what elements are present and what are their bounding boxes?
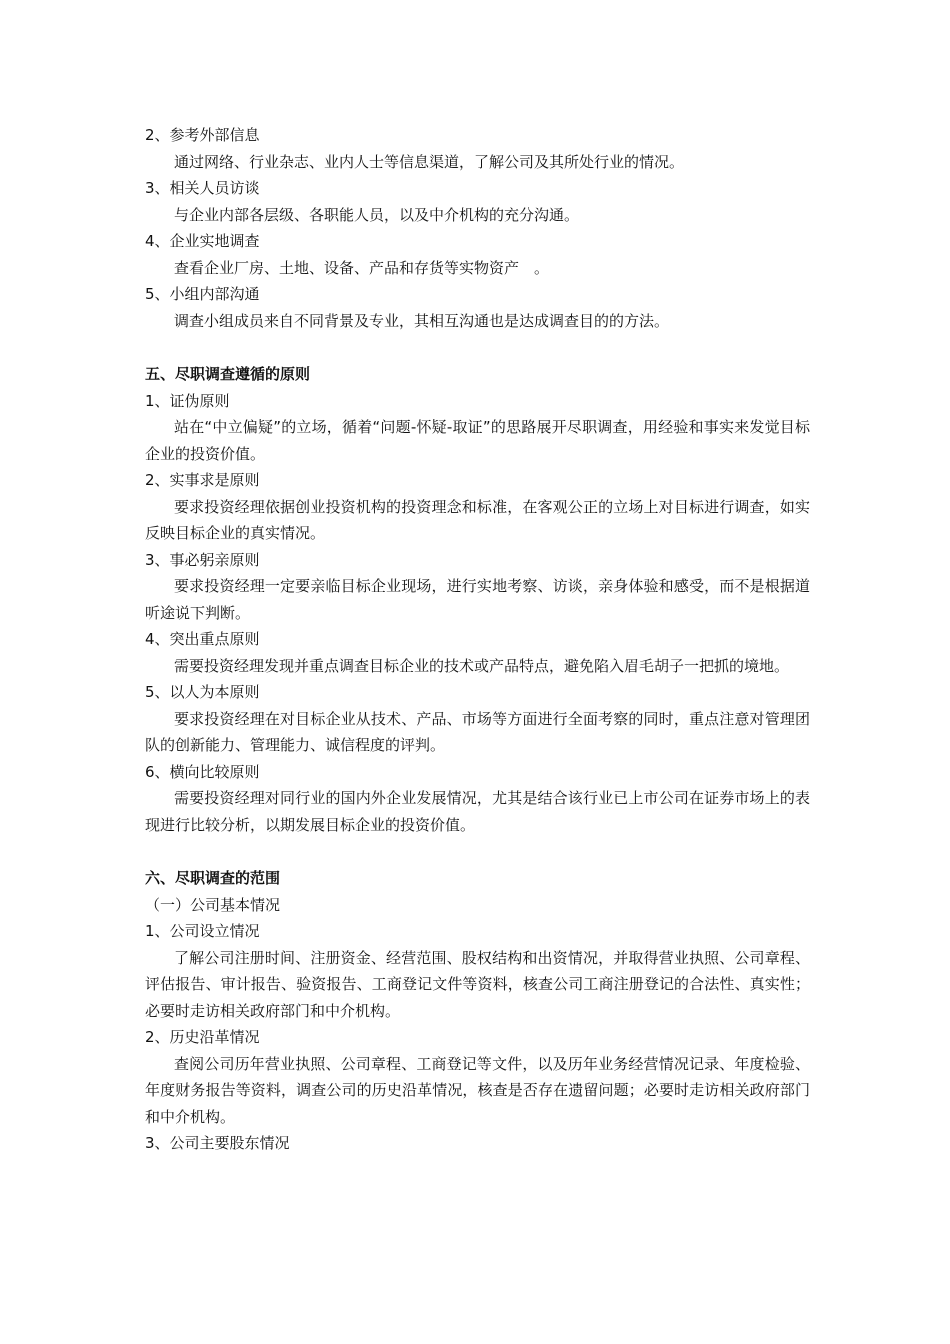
item-body: 通过网络、行业杂志、业内人士等信息渠道，了解公司及其所处行业的情况。 [174,152,685,171]
item-body: 查阅公司历年营业执照、公司章程、工商登记等文件，以及历年业务经营情况记录、年度检验、年度财务报告等资料，调查公司的历史沿革情况，核查是否存在遗留问题；必要时走访相关政府部门和中介机构。 [145,1054,810,1126]
scope-item-2 [145,1024,810,1130]
principle-6 [145,759,810,839]
item-title: 4、企业实地调查 [145,232,260,250]
principle-4 [145,626,810,679]
item-title: 3、相关人员访谈 [145,179,260,197]
item-body: 查看企业厂房、土地、设备、产品和存货等实物资产 。 [174,258,550,277]
item-body: 需要投资经理对同行业的国内外企业发展情况，尤其是结合该行业已上市公司在证券市场上的表现进行比较分析，以期发展目标企业的投资价值。 [145,789,810,834]
principle-5 [145,679,810,759]
item-title: 5、小组内部沟通 [145,285,260,303]
principle-1 [145,388,810,468]
item-title: 2、历史沿革情况 [145,1028,260,1046]
section4-item-3 [145,175,810,228]
scope-item-3 [145,1130,810,1157]
item-body: 了解公司注册时间、注册资金、经营范围、股权结构和出资情况，并取得营业执照、公司章程、评估报告、审计报告、验资报告、工商登记文件等资料，核查公司工商注册登记的合法性、真实性；必要时走访相关政府部门和中介机构。 [145,948,810,1020]
document-page [145,122,810,1157]
item-body: 要求投资经理一定要亲临目标企业现场，进行实地考察、访谈，亲身体验和感受，而不是根据道听途说下判断。 [145,577,810,622]
section5-heading: 五、尽职调查遵循的原则 [145,365,311,383]
principle-3 [145,547,810,627]
item-title: 2、参考外部信息 [145,126,260,144]
section4-item-2 [145,122,810,175]
item-title: 3、事必躬亲原则 [145,550,260,569]
item-title: 1、证伪原则 [145,391,230,410]
item-title: 6、横向比较原则 [145,762,260,781]
item-body: 要求投资经理在对目标企业从技术、产品、市场等方面进行全面考察的同时，重点注意对管理团队的创新能力、管理能力、诚信程度的评判。 [145,709,810,754]
item-body: 与企业内部各层级、各职能人员，以及中介机构的充分沟通。 [174,205,580,224]
section4-item-5 [145,281,810,334]
section-spacer [145,838,810,865]
item-body: 站在“中立偏疑”的立场，循着“问题-怀疑-取证”的思路展开尽职调查，用经验和事实来发觉目标企业的投资价值。 [145,418,810,463]
item-body: 要求投资经理依据创业投资机构的投资理念和标准，在客观公正的立场上对目标进行调查，如实反映目标企业的真实情况。 [145,497,810,542]
item-title: 3、公司主要股东情况 [145,1134,290,1152]
item-title: 5、以人为本原则 [145,683,260,701]
principle-2 [145,467,810,547]
item-title: 1、公司设立情况 [145,922,260,940]
section6-heading: 六、尽职调查的范围 [145,869,281,887]
item-title: 2、实事求是原则 [145,471,260,489]
item-body: 调查小组成员来自不同背景及专业，其相互沟通也是达成调查目的的方法。 [174,311,670,330]
section6-subheading: （一）公司基本情况 [145,895,281,914]
scope-item-1 [145,918,810,1024]
item-body: 需要投资经理发现并重点调查目标企业的技术或产品特点，避免陷入眉毛胡子一把抓的境地。 [174,656,790,675]
section-spacer [145,334,810,361]
section4-item-4 [145,228,810,281]
item-title: 4、突出重点原则 [145,630,260,648]
